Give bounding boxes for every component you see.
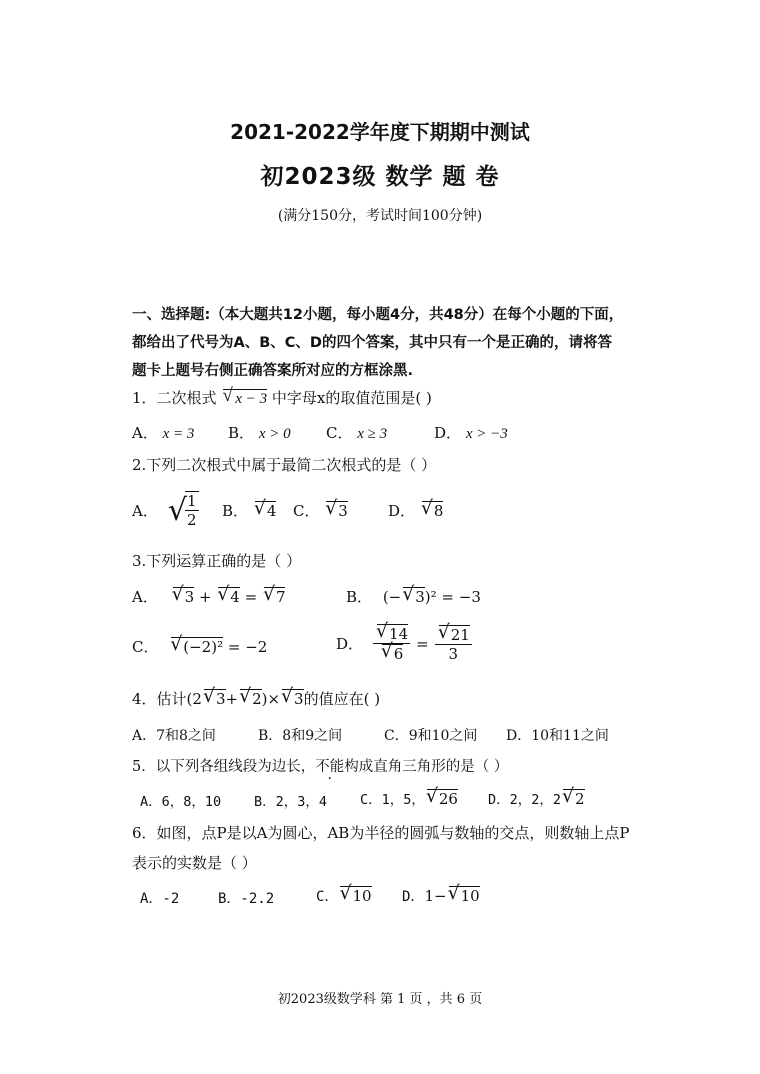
section-instructions-line1: 一、选择题:（本大题共12小题，每小题4分，共48分）在每个小题的下面， [132, 307, 624, 323]
q5-option-c: C．1，5，√ 26 [360, 788, 458, 808]
exam-title: 2021-2022学年度下期期中测试 [230, 120, 530, 144]
q4-option-d: D．10和11之间 [506, 728, 609, 744]
q3-option-c: C． √ (−2)² = −2 [132, 636, 267, 657]
question-5-stem: 5．以下列各组线段为边长，不能构成直角三角形的是（ ） [132, 759, 509, 775]
q4-option-b: B．8和9之间 [258, 728, 343, 744]
q5-option-d: D．2，2，2√ 2 [488, 788, 585, 808]
section-instructions-line2: 都给出了代号为A、B、C、D的四个答案，其中只有一个是正确的，请将答 [132, 335, 612, 351]
q3-option-b: B． (−√ 3)² = −3 [346, 586, 481, 607]
q1-prefix: 1．二次根式 [132, 389, 217, 407]
q1-option-b: B． x > 0 [228, 424, 291, 442]
exam-subtitle: 初2023级 数学 题 卷 [260, 164, 500, 190]
question-6-line2: 表示的实数是（ ） [132, 854, 257, 872]
q4-option-c: C．9和10之间 [384, 728, 478, 744]
question-6-line1: 6．如图，点P是以A为圆心，AB为半径的圆弧与数轴的交点，则数轴上点P [132, 824, 630, 842]
q6-option-d: D．1−√ 10 [402, 886, 480, 906]
q6-option-c: C．√ 10 [316, 886, 372, 906]
q1-option-d: D． x > −3 [434, 424, 508, 442]
q1-radical: √ x − 3 [223, 389, 267, 408]
question-4-stem: 4．估计(2√ 3+√ 2)×√ 3的值应在( ) [132, 688, 380, 709]
q2-option-d: D． √ 8 [388, 500, 443, 521]
exam-info: (满分150分，考试时间100分钟) [277, 208, 483, 224]
q1-suffix: 中字母x的取值范围是( ) [271, 389, 432, 407]
q2-option-c: C． √ 3 [293, 500, 348, 521]
q2-option-a: A． √ $\frac{1}{2}$ [132, 492, 197, 529]
question-1-stem [132, 387, 432, 408]
q3-option-a: A． √ 3 + √ 4 = √ 7 [132, 586, 285, 607]
question-2-stem: 2.下列二次根式中属于最简二次根式的是（ ） [132, 456, 437, 474]
q5-option-a: A．6，8，10 [140, 794, 222, 810]
page-footer: 初2023级数学科 第 1 页 ，共 6 页 [277, 992, 483, 1007]
q1-option-c: C． x ≥ 3 [326, 424, 388, 442]
q1-option-a: A． x = 3 [132, 424, 195, 442]
section-instructions-line3: 题卡上题号右侧正确答案所对应的方框涂黑. [132, 363, 414, 379]
q5-option-b: B．2，3，4 [254, 794, 328, 810]
q4-option-a: A．7和8之间 [132, 728, 216, 744]
q6-option-a: A．-2 [140, 891, 180, 907]
question-3-stem: 3.下列运算正确的是（ ） [132, 552, 302, 570]
q2-option-b: B． √ 4 [222, 500, 276, 521]
q6-option-b: B．-2.2 [218, 891, 275, 907]
q3-option-d: D． √ 14 √ 6 = √ $\frac{21}{3}$ [336, 624, 474, 663]
